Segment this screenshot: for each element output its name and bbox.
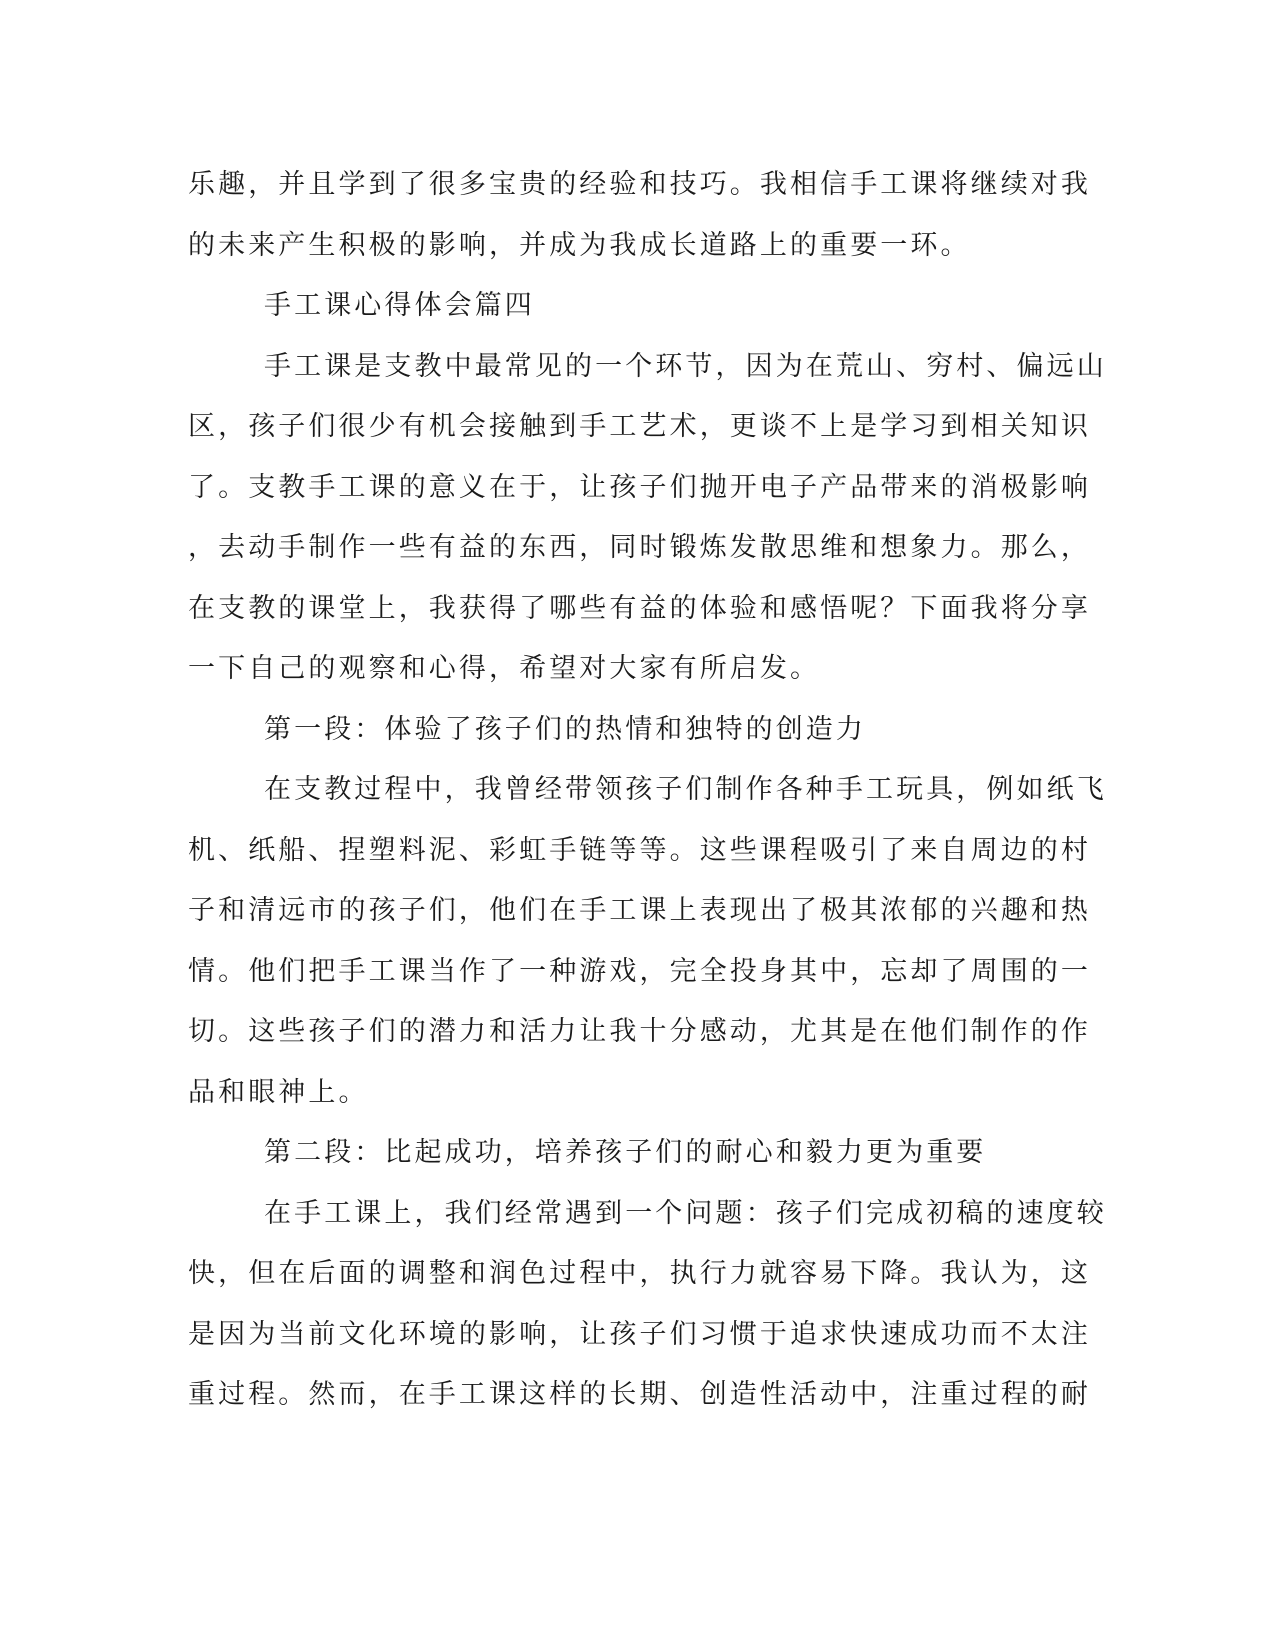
text-line: 乐趣，并且学到了很多宝贵的经验和技巧。我相信手工课将继续对我 [188,169,1091,200]
text-line: 的未来产生积极的影响，并成为我成长道路上的重要一环。 [188,229,971,261]
text-line: 重过程。然而，在手工课这样的长期、创造性活动中，注重过程的耐 [188,1379,1091,1410]
text-line: 品和眼神上。 [188,1076,369,1108]
text-line: 在支教过程中，我曾经带领孩子们制作各种手工玩具，例如纸飞 [264,774,1107,805]
document-body [188,155,1107,1426]
text-line: 一下自己的观察和心得，希望对大家有所启发。 [188,653,821,684]
text-line: 子和清远市的孩子们，他们在手工课上表现出了极其浓郁的兴趣和热 [188,895,1091,926]
section-heading: 手工课心得体会篇四 [264,290,535,321]
text-line: 快，但在后面的调整和润色过程中，执行力就容易下降。我认为，这 [188,1258,1091,1289]
paragraph-heading: 第二段：比起成功，培养孩子们的耐心和毅力更为重要 [264,1137,987,1168]
text-line: 机、纸船、捏塑料泥、彩虹手链等等。这些课程吸引了来自周边的村 [188,834,1091,866]
text-line: 区，孩子们很少有机会接触到手工艺术，更谈不上是学习到相关知识 [188,411,1091,442]
text-line: 在支教的课堂上，我获得了哪些有益的体验和感悟呢？下面我将分享 [188,592,1091,624]
text-line: 切。这些孩子们的潜力和活力让我十分感动，尤其是在他们制作的作 [188,1016,1091,1047]
text-line: 了。支教手工课的意义在于，让孩子们抛开电子产品带来的消极影响 [188,471,1091,503]
text-line: ，去动手制作一些有益的东西，同时锻炼发散思维和想象力。那么， [188,532,1091,563]
text-line: 手工课是支教中最常见的一个环节，因为在荒山、穷村、偏远山 [264,350,1107,382]
text-line: 情。他们把手工课当作了一种游戏，完全投身其中，忘却了周围的一 [188,955,1091,987]
text-line: 是因为当前文化环境的影响，让孩子们习惯于追求快速成功而不太注 [188,1318,1091,1350]
paragraph-heading: 第一段：体验了孩子们的热情和独特的创造力 [264,713,866,745]
text-line: 在手工课上，我们经常遇到一个问题：孩子们完成初稿的速度较 [264,1197,1107,1229]
